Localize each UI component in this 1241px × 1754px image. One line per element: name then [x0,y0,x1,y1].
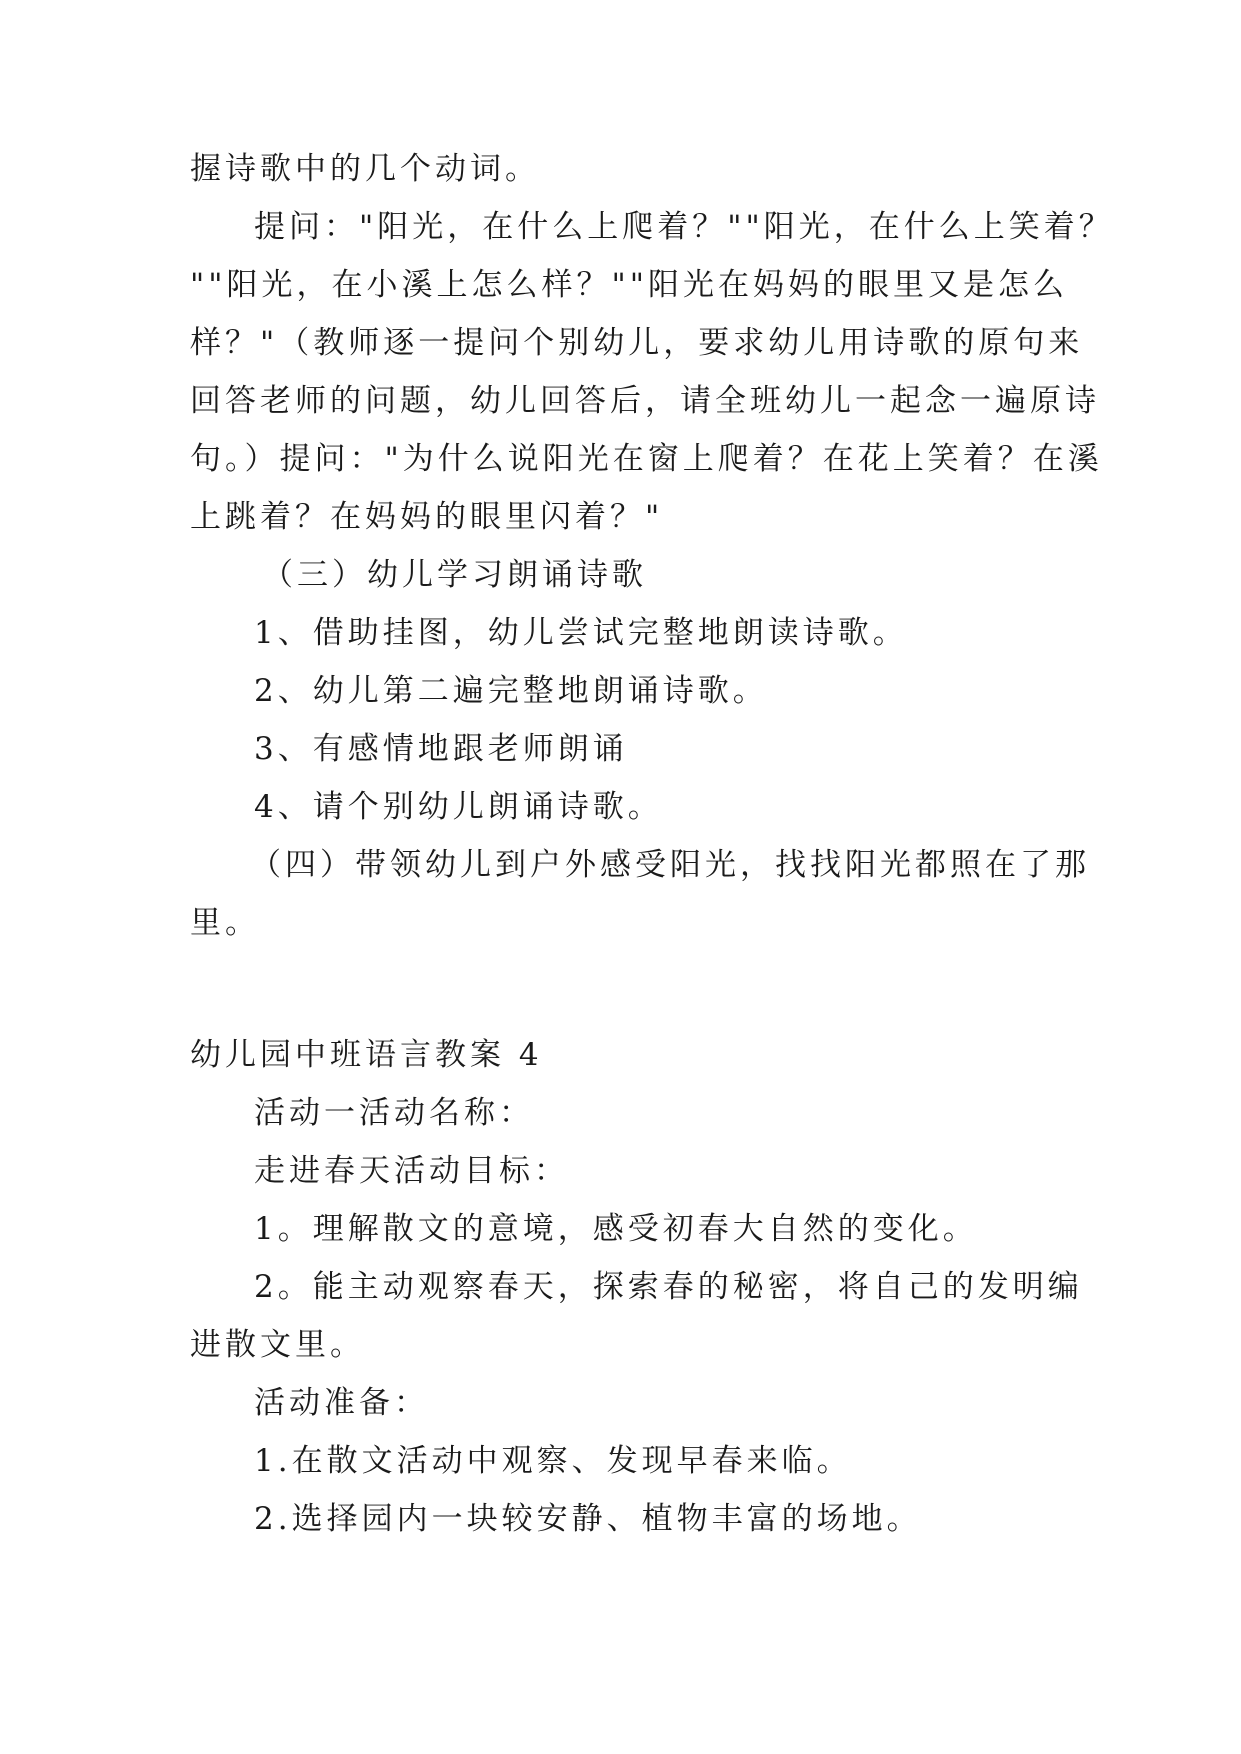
list-item: 4、请个别幼儿朗诵诗歌。 [254,789,663,825]
lesson-continuation [190,140,1114,952]
list-item: 2。能主动观察春天，探索春的秘密，将自己的发明编 [254,1269,1083,1305]
list-item: 2、幼儿第二遍完整地朗诵诗歌。 [254,673,768,709]
paragraph-line: 句。）提问："为什么说阳光在窗上爬着？在花上笑着？在溪 [190,441,1103,477]
paragraph-line: 回答老师的问题，幼儿回答后，请全班幼儿一起念一遍原诗 [190,383,1100,419]
paragraph-line: 握诗歌中的几个动词。 [190,151,540,187]
paragraph-line: ""阳光，在小溪上怎么样？""阳光在妈妈的眼里又是怎么 [190,267,1069,303]
list-item: 3、有感情地跟老师朗诵 [254,731,628,767]
paragraph-line: 样？"（教师逐一提问个别幼儿，要求幼儿用诗歌的原句来 [190,325,1084,361]
paragraph-line: 活动准备： [254,1385,429,1421]
list-item: 1.在散文活动中观察、发现早春来临。 [254,1443,852,1479]
list-item: 1、借助挂图，幼儿尝试完整地朗读诗歌。 [254,615,908,651]
section-heading: （三）幼儿学习朗诵诗歌 [262,557,647,593]
list-item: 1。理解散文的意境，感受初春大自然的变化。 [254,1211,978,1247]
lesson-title: 幼儿园中班语言教案 4 [190,1037,543,1073]
paragraph-line: 提问："阳光，在什么上爬着？""阳光，在什么上笑着？ [254,209,1114,245]
paragraph-line: 上跳着？在妈妈的眼里闪着？" [190,499,664,535]
section-heading: （四）带领幼儿到户外感受阳光，找找阳光都照在了那 [250,847,1090,883]
paragraph-line: 走进春天活动目标： [254,1153,569,1189]
lesson-plan-4 [190,1026,1083,1548]
paragraph-line: 进散文里。 [190,1327,365,1363]
list-item: 2.选择园内一块较安静、植物丰富的场地。 [254,1501,922,1537]
paragraph-line: 里。 [190,905,260,941]
paragraph-line: 活动一活动名称： [254,1095,534,1131]
